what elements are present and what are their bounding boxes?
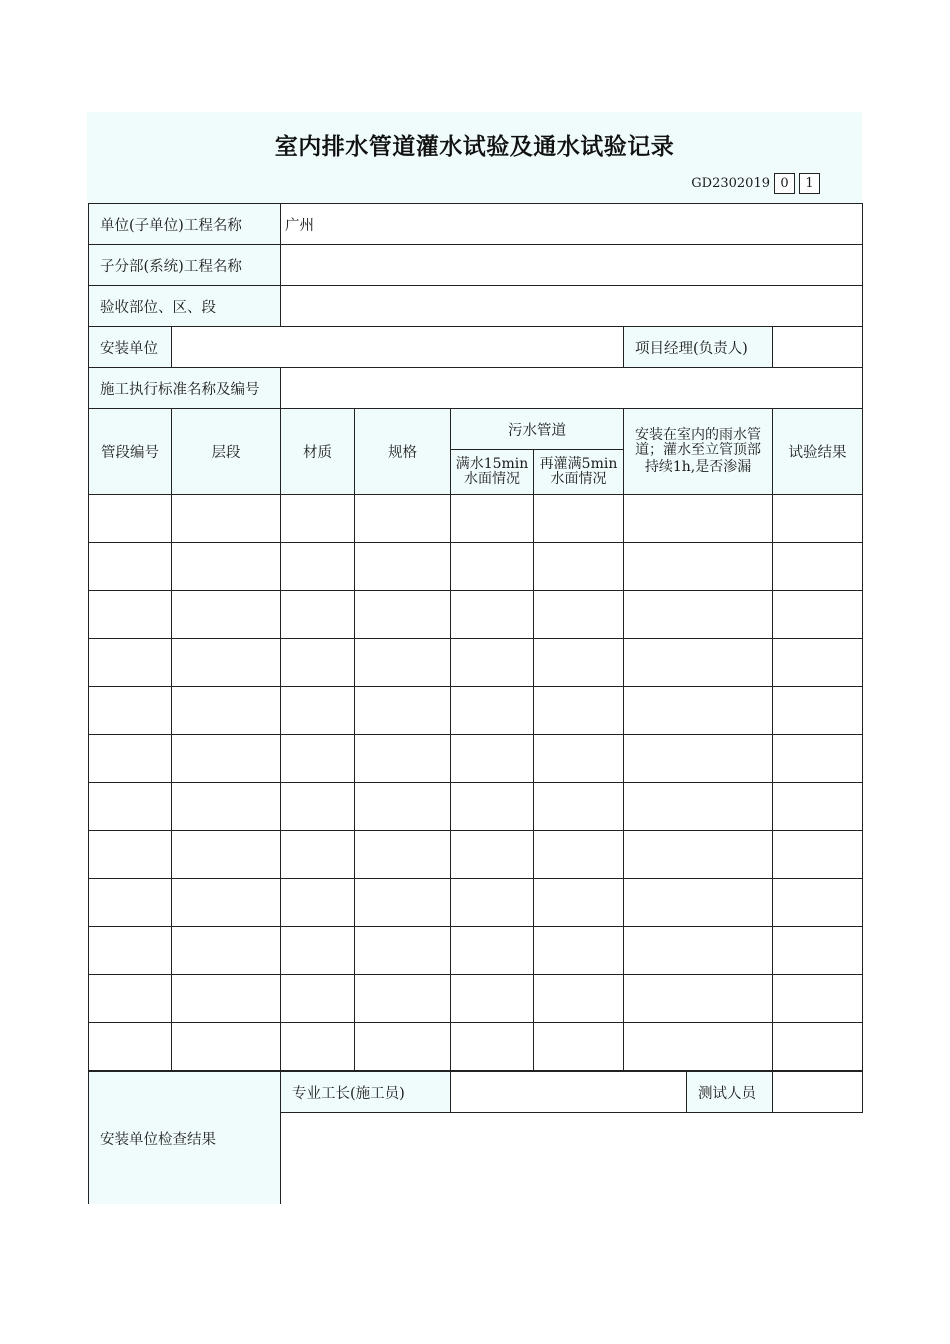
project-name-label: 单位(子单位)工程名称: [89, 204, 281, 245]
cell-pipe-no[interactable]: [89, 1023, 172, 1071]
cell-result[interactable]: [773, 543, 863, 591]
cell-pipe-no[interactable]: [89, 687, 172, 735]
cell-rain-pipe[interactable]: [624, 687, 773, 735]
cell-sewage-15min[interactable]: [451, 543, 534, 591]
cell-floor[interactable]: [172, 975, 281, 1023]
cell-spec[interactable]: [355, 783, 451, 831]
cell-result[interactable]: [773, 735, 863, 783]
tester-field[interactable]: [773, 1072, 863, 1113]
standard-label: 施工执行标准名称及编号: [89, 368, 281, 409]
cell-sewage-15min[interactable]: [451, 879, 534, 927]
cell-result[interactable]: [773, 591, 863, 639]
cell-floor[interactable]: [172, 831, 281, 879]
header-sewage-5min: 再灌满5min 水面情况: [534, 450, 624, 495]
record-sheet: [87, 112, 862, 1204]
cell-result[interactable]: [773, 639, 863, 687]
cell-rain-pipe[interactable]: [624, 639, 773, 687]
cell-pipe-no[interactable]: [89, 975, 172, 1023]
table-row: [89, 1023, 863, 1071]
cell-sewage-15min[interactable]: [451, 831, 534, 879]
cell-sewage-5min[interactable]: [534, 927, 624, 975]
standard-field[interactable]: [281, 368, 863, 409]
cell-sewage-15min[interactable]: [451, 927, 534, 975]
cell-material[interactable]: [281, 783, 355, 831]
sheet-header: [87, 112, 862, 203]
cell-pipe-no[interactable]: [89, 639, 172, 687]
form-code-box-1[interactable]: 0: [774, 173, 795, 194]
cell-floor[interactable]: [172, 687, 281, 735]
cell-rain-pipe[interactable]: [624, 1023, 773, 1071]
cell-sewage-5min[interactable]: [534, 879, 624, 927]
foreman-field[interactable]: [451, 1072, 687, 1113]
tester-label: 测试人员: [687, 1072, 773, 1113]
cell-sewage-5min[interactable]: [534, 495, 624, 543]
cell-rain-pipe[interactable]: [624, 495, 773, 543]
cell-spec[interactable]: [355, 975, 451, 1023]
cell-sewage-5min[interactable]: [534, 543, 624, 591]
header-spec: 规格: [355, 409, 451, 495]
cell-rain-pipe[interactable]: [624, 783, 773, 831]
cell-result[interactable]: [773, 495, 863, 543]
table-row: [89, 879, 863, 927]
installer-label: 安装单位: [89, 327, 172, 368]
cell-sewage-5min[interactable]: [534, 783, 624, 831]
cell-rain-pipe[interactable]: [624, 879, 773, 927]
cell-material[interactable]: [281, 831, 355, 879]
acceptance-section-field[interactable]: [281, 286, 863, 327]
cell-floor[interactable]: [172, 591, 281, 639]
cell-rain-pipe[interactable]: [624, 543, 773, 591]
cell-floor[interactable]: [172, 1023, 281, 1071]
inspection-table: [88, 1071, 863, 1204]
cell-material[interactable]: [281, 639, 355, 687]
foreman-label: 专业工长(施工员): [281, 1072, 451, 1113]
table-row: [89, 543, 863, 591]
header-result: 试验结果: [773, 409, 863, 495]
table-row: [89, 735, 863, 783]
cell-result[interactable]: [773, 783, 863, 831]
cell-result[interactable]: [773, 1023, 863, 1071]
table-row: [89, 831, 863, 879]
cell-sewage-15min[interactable]: [451, 591, 534, 639]
cell-result[interactable]: [773, 927, 863, 975]
cell-pipe-no[interactable]: [89, 495, 172, 543]
cell-spec[interactable]: [355, 1023, 451, 1071]
table-row: [89, 591, 863, 639]
cell-result[interactable]: [773, 687, 863, 735]
cell-sewage-15min[interactable]: [451, 975, 534, 1023]
cell-material[interactable]: [281, 927, 355, 975]
cell-sewage-15min[interactable]: [451, 735, 534, 783]
cell-sewage-5min[interactable]: [534, 735, 624, 783]
cell-rain-pipe[interactable]: [624, 927, 773, 975]
cell-pipe-no[interactable]: [89, 831, 172, 879]
header-rain-line-3: 持续1h,是否渗漏: [644, 459, 752, 475]
inspection-result-label: 安装单位检查结果: [89, 1072, 281, 1205]
cell-spec[interactable]: [355, 543, 451, 591]
cell-pipe-no[interactable]: [89, 783, 172, 831]
cell-floor[interactable]: [172, 639, 281, 687]
cell-floor[interactable]: [172, 543, 281, 591]
cell-rain-pipe[interactable]: [624, 831, 773, 879]
cell-material[interactable]: [281, 495, 355, 543]
table-row: [89, 783, 863, 831]
header-material: 材质: [281, 409, 355, 495]
cell-pipe-no[interactable]: [89, 543, 172, 591]
cell-sewage-5min[interactable]: [534, 639, 624, 687]
cell-result[interactable]: [773, 975, 863, 1023]
cell-floor[interactable]: [172, 735, 281, 783]
project-name-field[interactable]: 广州: [281, 204, 863, 245]
cell-pipe-no[interactable]: [89, 927, 172, 975]
cell-material[interactable]: [281, 975, 355, 1023]
cell-sewage-5min[interactable]: [534, 1023, 624, 1071]
cell-material[interactable]: [281, 543, 355, 591]
cell-spec[interactable]: [355, 927, 451, 975]
cell-result[interactable]: [773, 831, 863, 879]
table-row: [89, 495, 863, 543]
cell-sewage-15min[interactable]: [451, 1023, 534, 1071]
cell-spec[interactable]: [355, 831, 451, 879]
cell-spec[interactable]: [355, 495, 451, 543]
installer-field[interactable]: [172, 327, 624, 368]
cell-floor[interactable]: [172, 879, 281, 927]
acceptance-section-label: 验收部位、区、段: [89, 286, 281, 327]
cell-floor[interactable]: [172, 495, 281, 543]
cell-sewage-15min[interactable]: [451, 783, 534, 831]
cell-material[interactable]: [281, 687, 355, 735]
cell-pipe-no[interactable]: [89, 879, 172, 927]
cell-rain-pipe[interactable]: [624, 735, 773, 783]
form-code: [691, 173, 820, 194]
cell-sewage-5min[interactable]: [534, 591, 624, 639]
cell-pipe-no[interactable]: [89, 591, 172, 639]
header-rain-pipe: [624, 409, 773, 495]
cell-sewage-15min[interactable]: [451, 687, 534, 735]
project-manager-field[interactable]: [773, 327, 863, 368]
subdivision-name-label: 子分部(系统)工程名称: [89, 245, 281, 286]
cell-sewage-15min[interactable]: [451, 495, 534, 543]
form-code-box-2[interactable]: 1: [799, 173, 820, 194]
data-rows: [89, 495, 863, 1071]
page-title: 室内排水管道灌水试验及通水试验记录: [274, 134, 675, 160]
project-manager-label: 项目经理(负责人): [624, 327, 773, 368]
header-floor: 层段: [172, 409, 281, 495]
header-sewage: 污水管道: [451, 409, 624, 450]
table-row: [89, 639, 863, 687]
cell-material[interactable]: [281, 879, 355, 927]
header-rain-line-1: 安装在室内的雨水管: [635, 427, 762, 443]
cell-material[interactable]: [281, 1023, 355, 1071]
cell-sewage-5min[interactable]: [534, 975, 624, 1023]
cell-material[interactable]: [281, 735, 355, 783]
cell-result[interactable]: [773, 879, 863, 927]
inspection-result-field[interactable]: [281, 1113, 863, 1204]
cell-spec[interactable]: [355, 687, 451, 735]
table-row: [89, 687, 863, 735]
header-sewage-15min: 满水15min 水面情况: [451, 450, 534, 495]
cell-spec[interactable]: [355, 735, 451, 783]
cell-sewage-5min[interactable]: [534, 687, 624, 735]
cell-spec[interactable]: [355, 591, 451, 639]
cell-material[interactable]: [281, 591, 355, 639]
cell-pipe-no[interactable]: [89, 735, 172, 783]
cell-spec[interactable]: [355, 879, 451, 927]
cell-rain-pipe[interactable]: [624, 591, 773, 639]
cell-spec[interactable]: [355, 639, 451, 687]
cell-sewage-5min[interactable]: [534, 831, 624, 879]
header-pipe-no: 管段编号: [89, 409, 172, 495]
table-row: [89, 927, 863, 975]
subdivision-name-field[interactable]: [281, 245, 863, 286]
table-row: [89, 975, 863, 1023]
record-table: [88, 203, 863, 1071]
header-rain-line-2: 道；灌水至立管顶部: [635, 442, 762, 458]
cell-floor[interactable]: [172, 927, 281, 975]
cell-floor[interactable]: [172, 783, 281, 831]
cell-rain-pipe[interactable]: [624, 975, 773, 1023]
cell-sewage-15min[interactable]: [451, 639, 534, 687]
form-code-prefix: GD2302019: [691, 176, 770, 191]
